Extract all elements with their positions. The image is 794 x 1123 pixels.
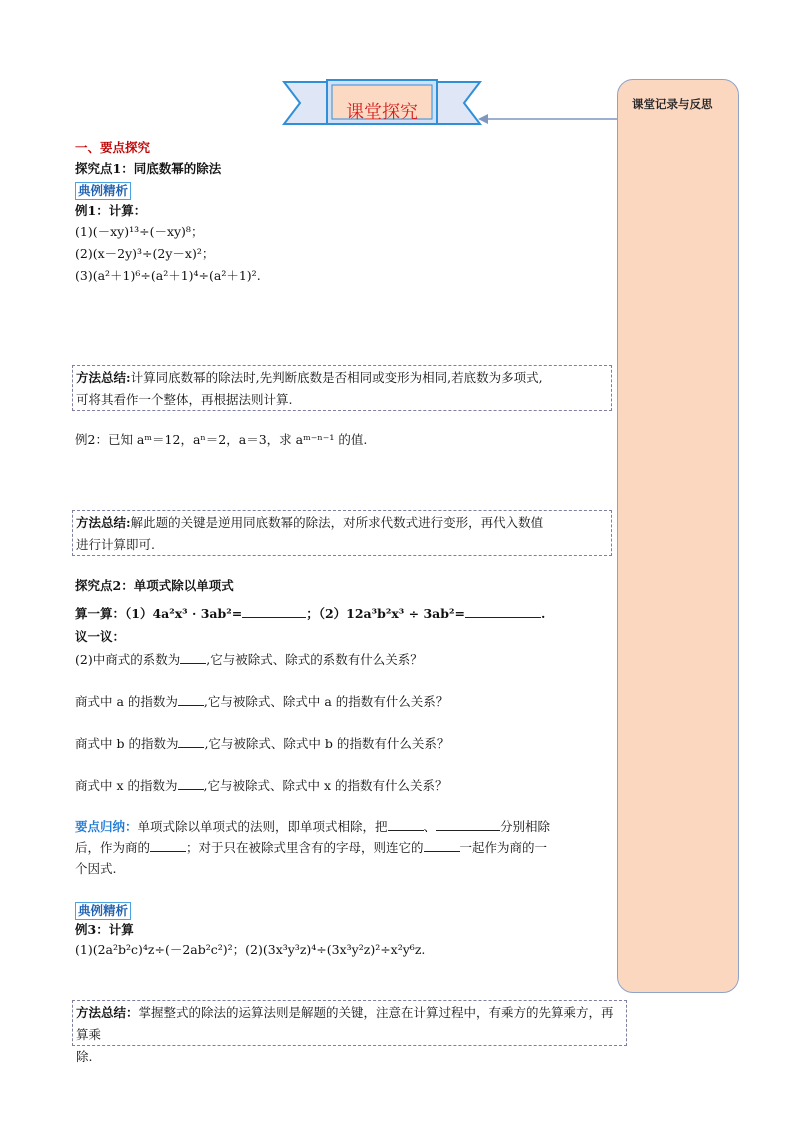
example1-label: 例1：计算：	[75, 203, 147, 218]
calc-line: 算一算：（1）4a²x³ · 3ab²= ；（2）12a³b²x³ ÷ 3ab²= .	[75, 606, 546, 621]
point1-heading: 探究点1：同底数幂的除法	[75, 161, 222, 176]
method-summary-box-3	[72, 1000, 627, 1064]
example-tag-1: 典例精析	[75, 182, 131, 200]
method-summary-text: 进行计算即可.	[76, 537, 155, 552]
method-summary-text: 计算同底数幂的除法时,先判断底数是否相同或变形为相同,若底数为多项式,	[130, 370, 543, 385]
method-summary-label: 方法总结:	[76, 515, 131, 530]
example3-body: (1)(2a²b²c)⁴z÷(－2ab²c²)²；(2)(3x³y³z)⁴÷(3x³y²z)²÷x²y⁶z.	[75, 942, 426, 957]
method-summary-box-1	[72, 365, 612, 411]
method-summary-text: 可将其看作一个整体，再根据法则计算.	[76, 392, 293, 407]
example3-label: 例3：计算	[75, 922, 134, 937]
question-3: 商式中 b 的指数为 ,它与被除式、除式中 b 的指数有什么关系？	[75, 736, 450, 751]
example1-item-1: (1)(－xy)¹³÷(－xy)⁸；	[75, 224, 204, 239]
method-summary-text: 解此题的关键是逆用同底数幂的除法，对所求代数式进行变形，再代入数值	[130, 515, 544, 530]
discuss-label: 议一议：	[75, 629, 126, 644]
key-summary-label: 要点归纳：	[75, 819, 138, 834]
method-summary-text: 掌握整式的除法的运算法则是解题的关键，注意在计算过程中，有乘方的先算乘方，再算乘	[76, 1005, 614, 1042]
question-1: (2)中商式的系数为 ,它与被除式、除式的系数有什么关系？	[75, 652, 423, 667]
example-tag-2: 典例精析	[75, 902, 131, 920]
key-summary-line-1: 要点归纳：单项式除以单项式的法则，即单项式相除，把 、 分别相除	[75, 819, 551, 834]
example1-item-2: (2)(x－2y)³÷(2y－x)²；	[75, 246, 215, 261]
side-panel-title: 课堂记录与反思	[632, 97, 713, 111]
key-summary-line-3: 个因式.	[75, 861, 117, 876]
arrow-line	[476, 112, 620, 126]
example2: 例2：已知 aᵐ＝12，aⁿ＝2，a＝3，求 aᵐ⁻ⁿ⁻¹ 的值.	[75, 432, 368, 447]
example1-item-3: (3)(a²＋1)⁶÷(a²＋1)⁴÷(a²＋1)².	[75, 268, 261, 283]
method-summary-text: 除.	[76, 1049, 93, 1064]
question-2: 商式中 a 的指数为 ,它与被除式、除式中 a 的指数有什么关系？	[75, 694, 449, 709]
side-panel	[617, 79, 739, 993]
method-summary-label: 方法总结：	[76, 1005, 139, 1020]
method-summary-label: 方法总结:	[76, 370, 131, 385]
key-summary-line-2: 后，作为商的 ；对于只在被除式里含有的字母，则连它的 一起作为商的一	[75, 840, 548, 855]
banner-title: 课堂探究	[346, 102, 418, 123]
point2-heading: 探究点2：单项式除以单项式	[75, 578, 234, 593]
question-4: 商式中 x 的指数为 ,它与被除式、除式中 x 的指数有什么关系？	[75, 778, 448, 793]
section-heading: 一、要点探究	[75, 140, 151, 155]
method-summary-box-2	[72, 510, 612, 556]
